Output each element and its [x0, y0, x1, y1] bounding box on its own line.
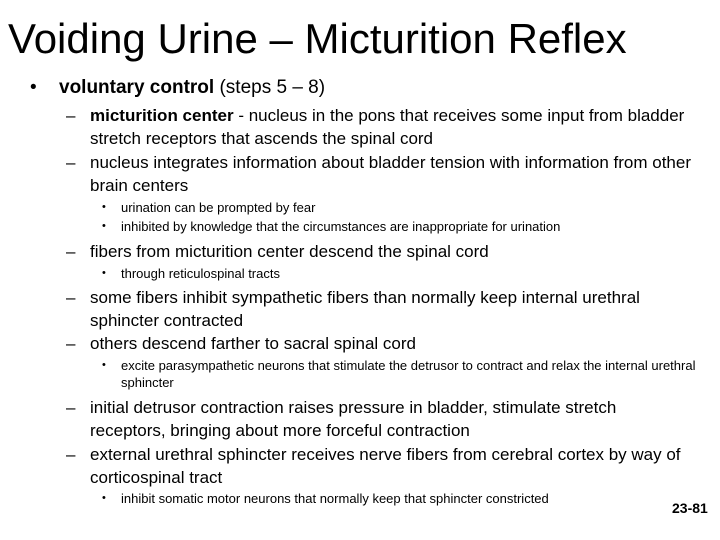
sub-bullet-text: fibers from micturition center descend the spinal cord: [90, 242, 489, 261]
detail-bullet-text: excite parasympathetic neurons that stimulate the detrusor to contract and relax the internal urethral sphincter: [121, 358, 696, 390]
detail-bullet-text: inhibit somatic motor neurons that normally keep that sphincter constricted: [121, 491, 549, 506]
bullet-marker: •: [30, 77, 37, 98]
detail-bullet-text: through reticulospinal tracts: [121, 266, 280, 281]
dot-marker: •: [102, 201, 106, 213]
dash-marker: –: [66, 242, 76, 261]
dash-marker: –: [66, 445, 76, 464]
dash-marker: –: [66, 334, 76, 353]
dot-marker: •: [102, 267, 106, 279]
dot-marker: •: [102, 492, 106, 504]
main-bullet-bold: voluntary control: [59, 77, 215, 98]
sub-bullet-text: others descend farther to sacral spinal cord: [90, 334, 417, 353]
slide-number: 23-81: [672, 500, 708, 516]
dash-marker: –: [66, 288, 76, 307]
dot-marker: •: [102, 359, 106, 371]
term-micturition-center: micturition center: [90, 106, 234, 125]
dash-marker: –: [66, 153, 76, 172]
dash-marker: –: [66, 106, 76, 125]
sub-bullet-text: some fibers inhibit sympathetic fibers than normally keep internal urethral sphincter contracted: [90, 288, 640, 330]
sub-bullet-text: initial detrusor contraction raises pressure in bladder, stimulate stretch receptors, bringing about more forceful contraction: [90, 398, 617, 440]
slide-title: Voiding Urine – Micturition Reflex: [8, 15, 627, 62]
dash-marker: –: [66, 398, 76, 417]
sub-bullet-text: nucleus integrates information about bladder tension with information from other brain centers: [90, 153, 692, 195]
main-bullet-rest: (steps 5 – 8): [214, 77, 326, 98]
sub-bullet-rest: - nucleus in the pons that receives some input from bladder stretch receptors that ascends the spinal cord: [90, 106, 685, 148]
main-bullet-text: [59, 76, 325, 100]
sub-bullet-text: [90, 105, 696, 150]
detail-bullet-text: inhibited by knowledge that the circumstances are inappropriate for urination: [121, 219, 561, 234]
detail-bullet-text: urination can be prompted by fear: [121, 200, 316, 215]
dot-marker: •: [102, 220, 106, 232]
sub-bullet-text: external urethral sphincter receives nerve fibers from cerebral cortex by way of corticospinal tract: [90, 445, 681, 487]
